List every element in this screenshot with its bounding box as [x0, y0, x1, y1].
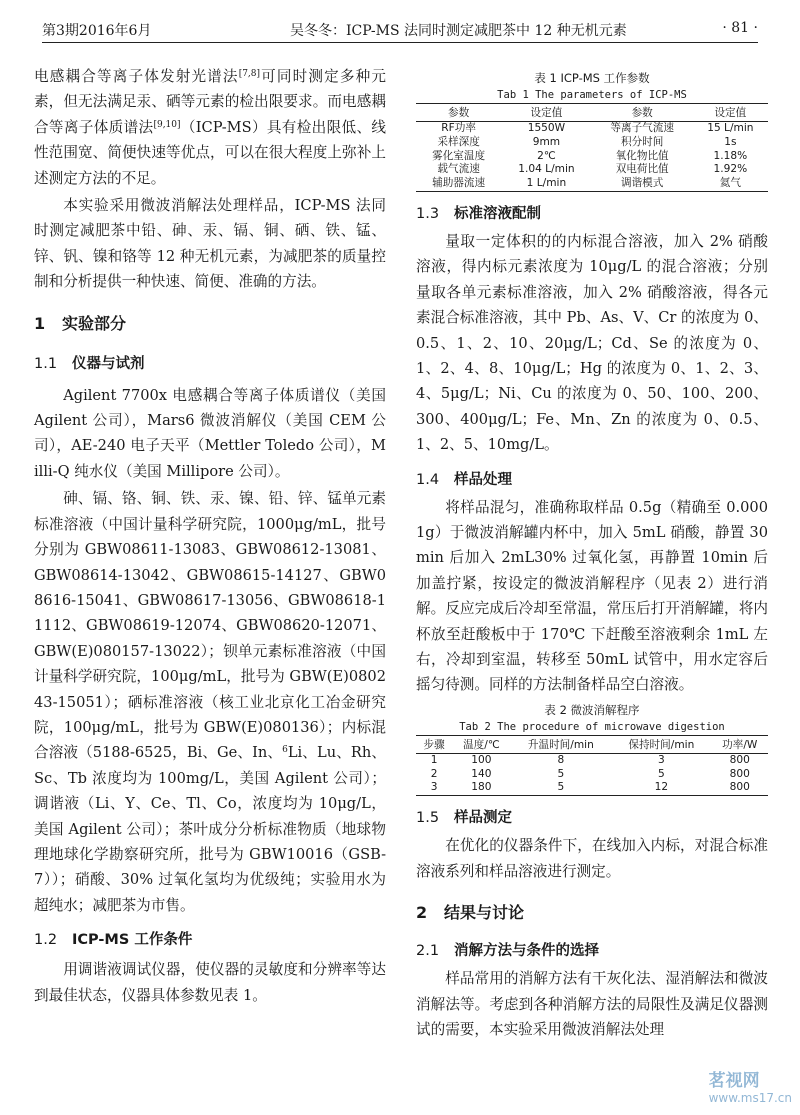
table-row [416, 163, 768, 177]
citation[interactable]: [7,8] [238, 69, 261, 79]
table-caption-en: Tab 2 The procedure of microwave digestion [459, 720, 725, 733]
subsection-heading: 1.4 样品处理 [416, 471, 512, 488]
reagents-paragraph: 砷、镉、铬、铜、铁、汞、镍、铅、锌、锰单元素标准溶液（中国计量科学研究院，1000μg/mL，批号分别为 GBW08611-13083、GBW08612-13081、GBW08614-13042、GBW08615-14127、GBW08616-15041、GBW08617-13056、GBW08618-11112、GBW08619-12074、GBW08620-12071、GBW(E)080157-13022）；钡单元素标准溶液（中国计量科学研究院，100μg/mL，批号为 GBW(E)080243-15051）；硒标准溶液（核工业北京化工冶金研究院，100μg/mL，批号为 GBW(E)080136）；内标混合溶液（5188-6525，Bi、Ge、In、$^6$Li、Lu、Rh、Sc、Tb 浓度均为 100mg/L，美国 Agilent 公司）；调谐液（Li、Y、Ce、Tl、Co，浓度均为 10μg/L，美国 Agilent 公司）；茶叶成分分析标准物质（地球物理地球化学勘察研究所，批号为 GBW10016（GSB-7））；硝酸、30% 过氧化氢均为优级纯；实验用水为超纯水；减肥茶为市售。 [34, 490, 386, 914]
site-watermark: 茗视网 www.ms17.cn [708, 1071, 792, 1105]
table-cell: 采样深度 [437, 135, 480, 148]
digestion-table [416, 735, 768, 796]
measurement-paragraph: 在优化的仪器条件下，在线加入内标，对混合标准溶液系列和样品溶液进行测定。 [416, 837, 768, 880]
table-cell: 2 [430, 767, 438, 780]
table-cell: 1550W [527, 122, 566, 134]
subsection-heading: 1.2 ICP-MS 工作条件 [34, 932, 193, 949]
table-header-cell: 参数 [416, 104, 501, 122]
table-cell: 140 [471, 767, 492, 780]
table-row [416, 136, 768, 150]
instruments-paragraph: Agilent 7700x 电感耦合等离子体质谱仪（美国 Agilent 公司），Mars6 微波消解仪（美国 CEM 公司），AE-240 电子天平（Mettler Toledo 公司），Milli-Q 纯水仪（美国 Millipore 公司）。 [34, 386, 386, 480]
parameters-table [416, 103, 768, 192]
subsection-heading: 1.5 样品测定 [416, 810, 512, 827]
table-cell: 1 [430, 753, 438, 766]
table-row [416, 753, 768, 767]
table-cell: 12 [611, 781, 711, 795]
table-cell: 1.92% [713, 163, 748, 176]
table-2 [416, 702, 768, 796]
citation[interactable]: [9,10] [153, 119, 181, 130]
table-cell: 积分时间 [620, 135, 664, 148]
table-cell: RF功率 [441, 122, 476, 134]
conditions-paragraph: 用调谐液调试仪器，使仪器的灵敏度和分辨率等达到最佳状态，仪器具体参数见表 1。 [34, 961, 386, 1004]
issue-info: 第3期2016年6月 [42, 23, 152, 39]
table-row [416, 122, 768, 136]
table-cell: 3 [416, 781, 452, 795]
standards-paragraph: 量取一定体积的的内标混合溶液，加入 2% 硝酸溶液，得内标元素浓度为 10μg/L 的混合溶液；分别量取各单元素标准溶液，加入 2% 硝酸溶液，得各元素混合标准溶液，其中 Pb、As、V、Cr 的浓度为 0、0.5、1、2、10、20μg/L；Cd、Se 的浓度为 0、1、2、4、8、10μg/L；Hg 的浓度为 0、1、2、3、4、5μg/L；Ni、Cu 的浓度为 0、50、100、200、300、400μg/L；Fe、Mn、Zn 的浓度为 0、0.5、1、2、5、10mg/L。 [416, 232, 768, 454]
table-caption: 表 1 ICP-MS 工作参数 [534, 71, 650, 85]
table-cell: 2℃ [537, 149, 556, 162]
table-cell: 5 [557, 767, 565, 780]
subsection-heading: 1.1 仪器与试剂 [34, 355, 145, 372]
table-cell: 800 [729, 767, 750, 780]
table-cell: 载气流速 [437, 163, 480, 176]
table-header-cell: 功率/W [712, 735, 768, 753]
table-cell: 1.18% [713, 149, 748, 162]
table-header-cell: 设定值 [693, 104, 768, 122]
table-cell: 1 L/min [501, 177, 591, 191]
section-heading: 2 结果与讨论 [416, 903, 525, 923]
table-header-cell: 保持时间/min [611, 735, 711, 753]
running-header [42, 8, 758, 43]
table-cell: 5 [657, 767, 665, 780]
table-cell: 氦气 [693, 177, 768, 191]
section-heading: 1 实验部分 [34, 313, 127, 333]
table-cell: 调谐模式 [592, 177, 693, 191]
left-column [34, 64, 386, 1008]
table-row [416, 768, 768, 782]
subsection-heading: 2.1 消解方法与条件的选择 [416, 943, 599, 960]
table-header-cell: 设定值 [501, 104, 591, 122]
table-row [416, 150, 768, 164]
subsection-heading: 1.3 标准溶液配制 [416, 205, 541, 222]
table-cell: 3 [657, 753, 665, 766]
table-cell: 雾化室温度 [432, 149, 486, 162]
table-cell: 9mm [532, 135, 561, 148]
table-cell: 100 [471, 753, 492, 766]
running-title: 吴冬冬：ICP-MS 法同时测定减肥茶中 12 种无机元素 [290, 23, 627, 39]
table-header-cell: 步骤 [416, 735, 452, 753]
page-number: · 81 · [722, 20, 758, 36]
table-cell: 1s [724, 135, 737, 148]
table-row [416, 781, 768, 795]
table-cell: 1.04 L/min [518, 163, 575, 176]
table-cell: 等离子气流速 [610, 122, 674, 134]
table-cell: 800 [729, 753, 750, 766]
table-1 [416, 70, 768, 192]
table-caption: 表 2 微波消解程序 [544, 702, 640, 717]
intro-paragraph: 电感耦合等离子体发射光谱法[7,8]可同时测定多种元素，但无法满足汞、硒等元素的检出限要求。而电感耦合等离子体质谱法[9,10]（ICP-MS）具有检出限低、线性范围宽、简便快速等优点，可以在很大程度上弥补上述测定方法的不足。 [34, 68, 386, 187]
table-cell: 氧化物比值 [615, 149, 669, 162]
table-cell: 8 [557, 753, 565, 766]
digestion-method-paragraph: 样品常用的消解方法有干灰化法、湿消解法和微波消解法等。考虑到各种消解方法的局限性及满足仪器测试的需要，本实验采用微波消解法处理 [416, 970, 768, 1038]
table-cell: 辅助器流速 [416, 177, 501, 191]
sample-prep-paragraph: 将样品混匀，准确称取样品 0.5g（精确至 0.0001g）于微波消解罐内杯中，加入 5mL 硝酸，静置 30min 后加入 2mL30% 过氧化氢，再静置 10min 后加盖拧紧，按设定的微波消解程序（见表 2）进行消解。反应完成后冷却至常温，常压后打开消解罐，将内杯放至赶酸板中于 170℃ 下赶酸至溶液剩余 1mL 左右，冷却到室温，转移至 50mL 试管中，用水定容后摇匀待测。同样的方法制备样品空白溶液。 [416, 498, 768, 694]
table-cell: 15 L/min [707, 122, 754, 134]
table-header-cell: 温度/℃ [452, 735, 510, 753]
table-cell: 5 [511, 781, 611, 795]
table-cell: 800 [712, 781, 768, 795]
table-cell: 双电荷比值 [615, 163, 669, 176]
right-column [416, 64, 768, 1042]
table-caption-en: Tab 1 The parameters of ICP-MS [497, 89, 687, 101]
table-header-cell: 升温时间/min [511, 735, 611, 753]
table-row [416, 177, 768, 191]
table-header-cell: 参数 [592, 104, 693, 122]
table-cell: 180 [452, 781, 510, 795]
aim-paragraph: 本实验采用微波消解法处理样品，ICP-MS 法同时测定减肥茶中铅、砷、汞、镉、铜、硒、铁、锰、锌、钒、镍和铬等 12 种无机元素，为减肥茶的质量控制和分析提供一种快速、简便、准确的方法。 [34, 197, 386, 291]
